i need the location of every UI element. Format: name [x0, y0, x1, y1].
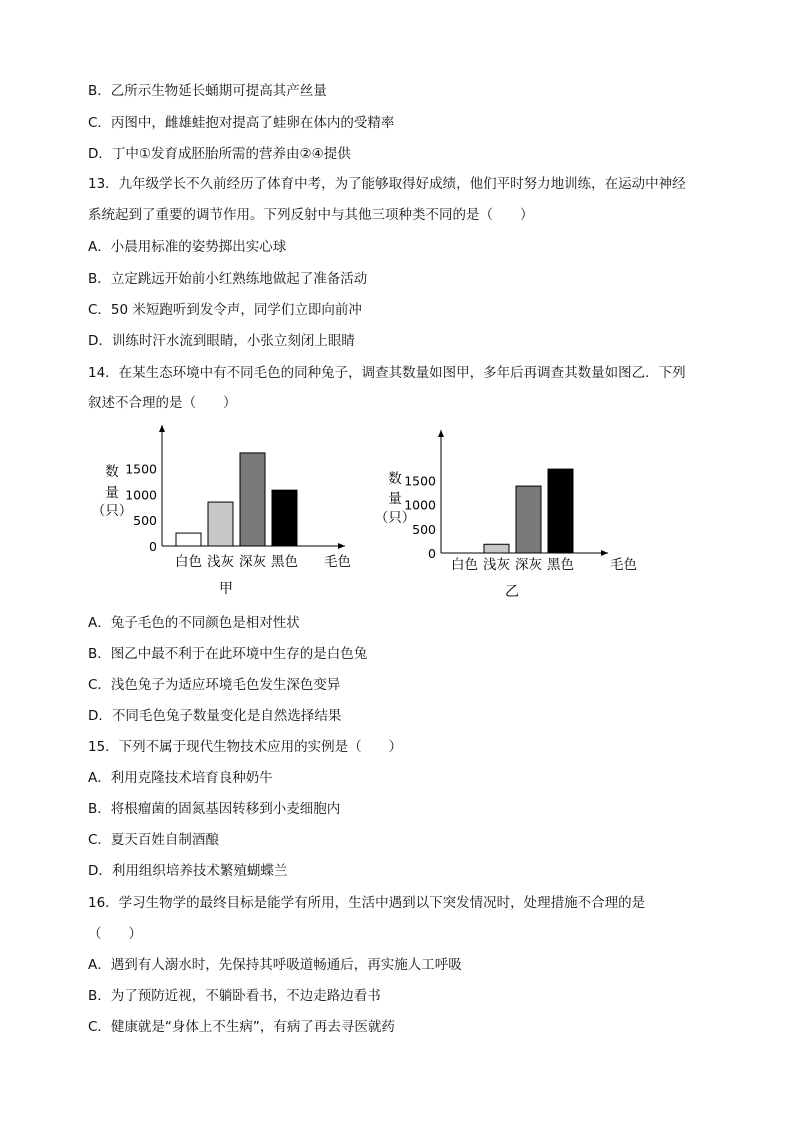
- text-line-lower: D．不同毛色兔子数量变化是自然选择结果: [88, 708, 342, 724]
- y-axis-label: 量: [388, 491, 402, 507]
- text-line-upper: C．50 米短跑听到发令声，同学们立即向前冲: [88, 302, 362, 318]
- text-line-lower: B．将根瘤菌的固氮基因转移到小麦细胞内: [88, 801, 341, 817]
- text-line-lower: 16．学习生物学的最终目标是能学有所用，生活中遇到以下突发情况时，处理措施不合理的是: [88, 895, 646, 911]
- text-line-upper: A．小晨用标准的姿势掷出实心球: [88, 239, 287, 255]
- chart-jia: [92, 425, 351, 597]
- text-line-upper: 系统起到了重要的调节作用。下列反射中与其他三项种类不同的是（ ）: [88, 207, 534, 223]
- x-tick-label: 白色: [175, 554, 202, 570]
- text-line-upper: 叙述不合理的是（ ）: [88, 395, 237, 411]
- bar: [272, 490, 297, 546]
- x-axis-arrow: [338, 543, 345, 549]
- text-line-lower: B．图乙中最不利于在此环境中生存的是白色兔: [88, 646, 368, 662]
- x-tick-label: 深灰: [239, 554, 266, 570]
- x-tick-label: 白色: [451, 557, 478, 573]
- text-line-lower: C．健康就是“身体上不生病”，有病了再去寻医就药: [88, 1019, 395, 1035]
- y-axis-label: 量: [105, 485, 119, 501]
- chart-caption: 乙: [505, 584, 519, 600]
- x-tick-label: 浅灰: [207, 554, 234, 570]
- chart-yi: [375, 430, 637, 600]
- y-tick-label: 500: [133, 513, 157, 529]
- text-line-upper: D．训练时汗水流到眼睛，小张立刻闭上眼睛: [88, 333, 355, 349]
- y-tick-label: 500: [412, 521, 436, 537]
- text-line-lower: C．浅色兔子为适应环境毛色发生深色变异: [88, 677, 341, 693]
- bar: [548, 469, 573, 553]
- bar: [208, 502, 233, 546]
- x-tick-label: 浅灰: [483, 557, 510, 573]
- x-tick-label: 深灰: [515, 557, 542, 573]
- x-tick-label: 黑色: [271, 554, 298, 570]
- y-tick-label: 1500: [404, 473, 436, 489]
- bar: [176, 533, 201, 546]
- text-line-upper: B．立定跳远开始前小红熟练地做起了准备活动: [88, 271, 368, 287]
- y-axis-label: 数: [105, 464, 119, 480]
- text-line-lower: C．夏天百姓自制酒酿: [88, 832, 219, 848]
- x-axis-label: 毛色: [324, 554, 351, 570]
- x-axis-arrow: [601, 550, 608, 556]
- text-line-lower: A．利用克隆技术培育良种奶牛: [88, 770, 273, 786]
- text-line-lower: D．利用组织培养技术繁殖蝴蝶兰: [88, 863, 288, 879]
- y-tick-label: 0: [428, 546, 436, 561]
- text-line-lower: 15．下列不属于现代生物技术应用的实例是（ ）: [88, 739, 403, 755]
- text-line-lower: A．兔子毛色的不同颜色是相对性状: [88, 615, 300, 631]
- x-tick-label: 黑色: [547, 557, 574, 573]
- chart-caption: 甲: [219, 581, 233, 597]
- y-tick-label: 0: [149, 539, 157, 554]
- y-axis-arrow: [438, 430, 444, 437]
- text-line-upper: 14．在某生态环境中有不同毛色的同种兔子，调查其数量如图甲，多年后再调查其数量如图乙．下列: [88, 365, 686, 381]
- text-line-upper: B．乙所示生物延长蛹期可提高其产丝量: [88, 83, 327, 99]
- bar: [516, 486, 541, 553]
- y-axis-arrow: [159, 425, 165, 432]
- text-line-lower: B．为了预防近视，不躺卧看书，不边走路边看书: [88, 988, 381, 1004]
- text-line-lower: A．遇到有人溺水时，先保持其呼吸道畅通后，再实施人工呼吸: [88, 957, 462, 973]
- bar: [240, 453, 265, 546]
- y-tick-label: 1000: [125, 487, 157, 503]
- y-axis-label: （只）: [91, 503, 133, 519]
- text-line-lower: （ ）: [88, 926, 142, 942]
- bar: [484, 544, 509, 553]
- y-axis-label: 数: [388, 471, 402, 487]
- y-axis-label: （只）: [374, 510, 416, 526]
- text-line-upper: 13．九年级学长不久前经历了体育中考，为了能够取得好成绩，他们平时努力地训练，在运动中神经: [88, 176, 686, 192]
- text-line-upper: C．丙图中，雌雄蛙抱对提高了蛙卵在体内的受精率: [88, 115, 395, 131]
- x-axis-label: 毛色: [610, 557, 637, 573]
- y-tick-label: 1000: [404, 497, 436, 513]
- text-line-upper: D．丁中①发育成胚胎所需的营养由②④提供: [88, 146, 351, 162]
- y-tick-label: 1500: [125, 461, 157, 477]
